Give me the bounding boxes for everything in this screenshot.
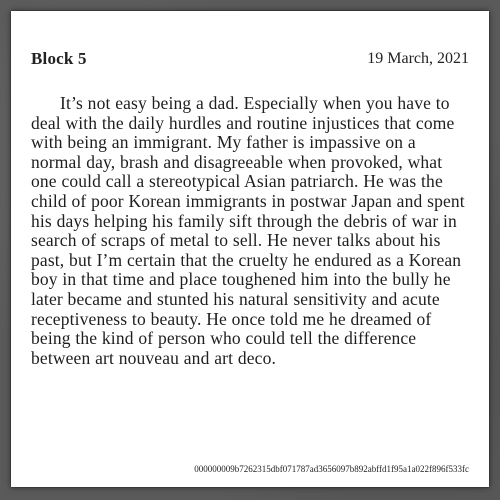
document-date: 19 March, 2021 [367,50,469,67]
document-page [11,11,489,487]
block-label: Block 5 [31,49,87,68]
document-header [31,49,469,73]
body-paragraph: It’s not easy being a dad. Especially when you have to deal with the daily hurdles and routine injustices that come with being an immigrant. My father is impassive on a normal day, brash and disagreeable when provoked, what one could call a stereotypical Asian patriarch. He was the child of poor Korean immigrants in postwar Japan and spent his days helping his family sift through the debris of war in search of scraps of metal to sell. He never talks about his past, but I’m certain that the cruelty he endured as a Korean boy in that time and place toughened him into the bully he later became and stunted his natural sensitivity and acute receptiveness to beauty. He once told me he dreamed of being the kind of person who could tell the difference between art nouveau and art deco. [31,93,465,368]
document-hash: 000000009b7262315dbf071787ad3656097b892abffd1f95a1a022f896f533fc [194,464,469,474]
